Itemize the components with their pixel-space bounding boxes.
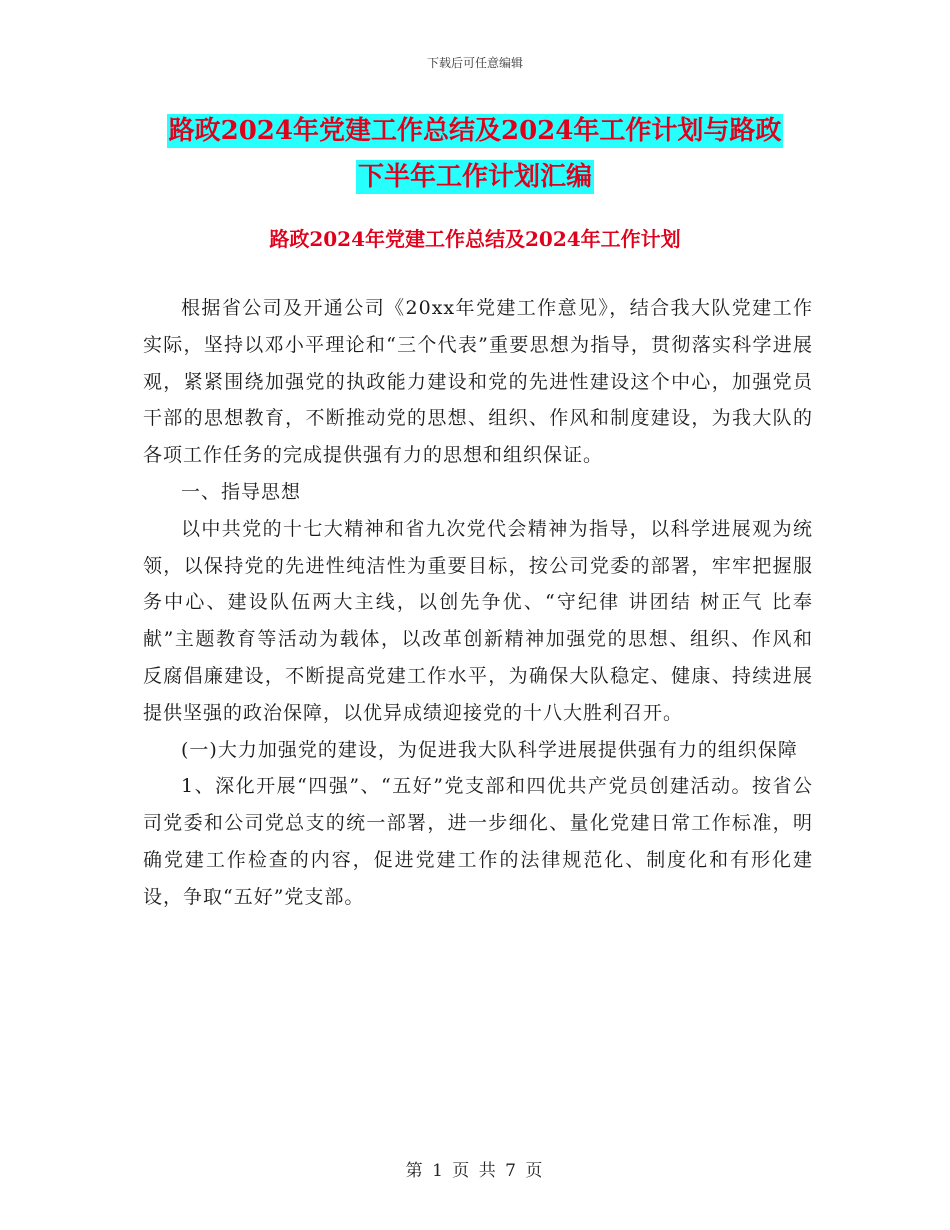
title-line-1: 路政2024年党建工作总结及2024年工作计划与路政 [168, 116, 782, 146]
page-number: 第 1 页 共 7 页 [405, 1161, 545, 1181]
title-line-2: 下半年工作计划汇编 [357, 162, 592, 192]
header-note: 下载后可任意编辑 [426, 56, 523, 70]
section-title: 路政2024年党建工作总结及2024年工作计划 [269, 227, 681, 251]
paragraph-item-1: 1、深化开展“四强”、“五好”党支部和四优共产党员创建活动。按省公司党委和公司党总支的统一部署，进一步细化、量化党建日常工作标准，明确党建工作检查的内容，促进党建工作的法律规范化、制度化和有形化建设，争取“五好”党支部。 [143, 775, 813, 908]
document-body [143, 290, 813, 916]
heading-guiding-thought: 一、指导思想 [181, 480, 302, 503]
document-title [0, 108, 950, 200]
paragraph-intro: 根据省公司及开通公司《20xx年党建工作意见》，结合我大队党建工作实际，坚持以邓小平理论和“三个代表”重要思想为指导，贯彻落实科学进展观，紧紧围绕加强党的执政能力建设和党的先进性建设这个中心，加强党员干部的思想教育，不断推动党的思想、组织、作风和制度建设，为我大队的各项工作任务的完成提供强有力的思想和组织保证。 [143, 297, 813, 467]
paragraph-guiding-thought: 以中共党的十七大精神和省九次党代会精神为指导，以科学进展观为统领，以保持党的先进性纯洁性为重要目标，按公司党委的部署，牢牢把握服务中心、建设队伍两大主线，以创先争优、“守纪律 讲团结 树正气 比奉献”主题教育等活动为载体，以改革创新精神加强党的思想、组织、作风和反腐倡廉建设，不断提高党建工作水平，为确保大队稳定、健康、持续进展提供坚强的政治保障，以优异成绩迎接党的十八大胜利召开。 [143, 517, 813, 724]
heading-party-building: (一)大力加强党的建设，为促进我大队科学进展提供强有力的组织保障 [181, 738, 798, 761]
